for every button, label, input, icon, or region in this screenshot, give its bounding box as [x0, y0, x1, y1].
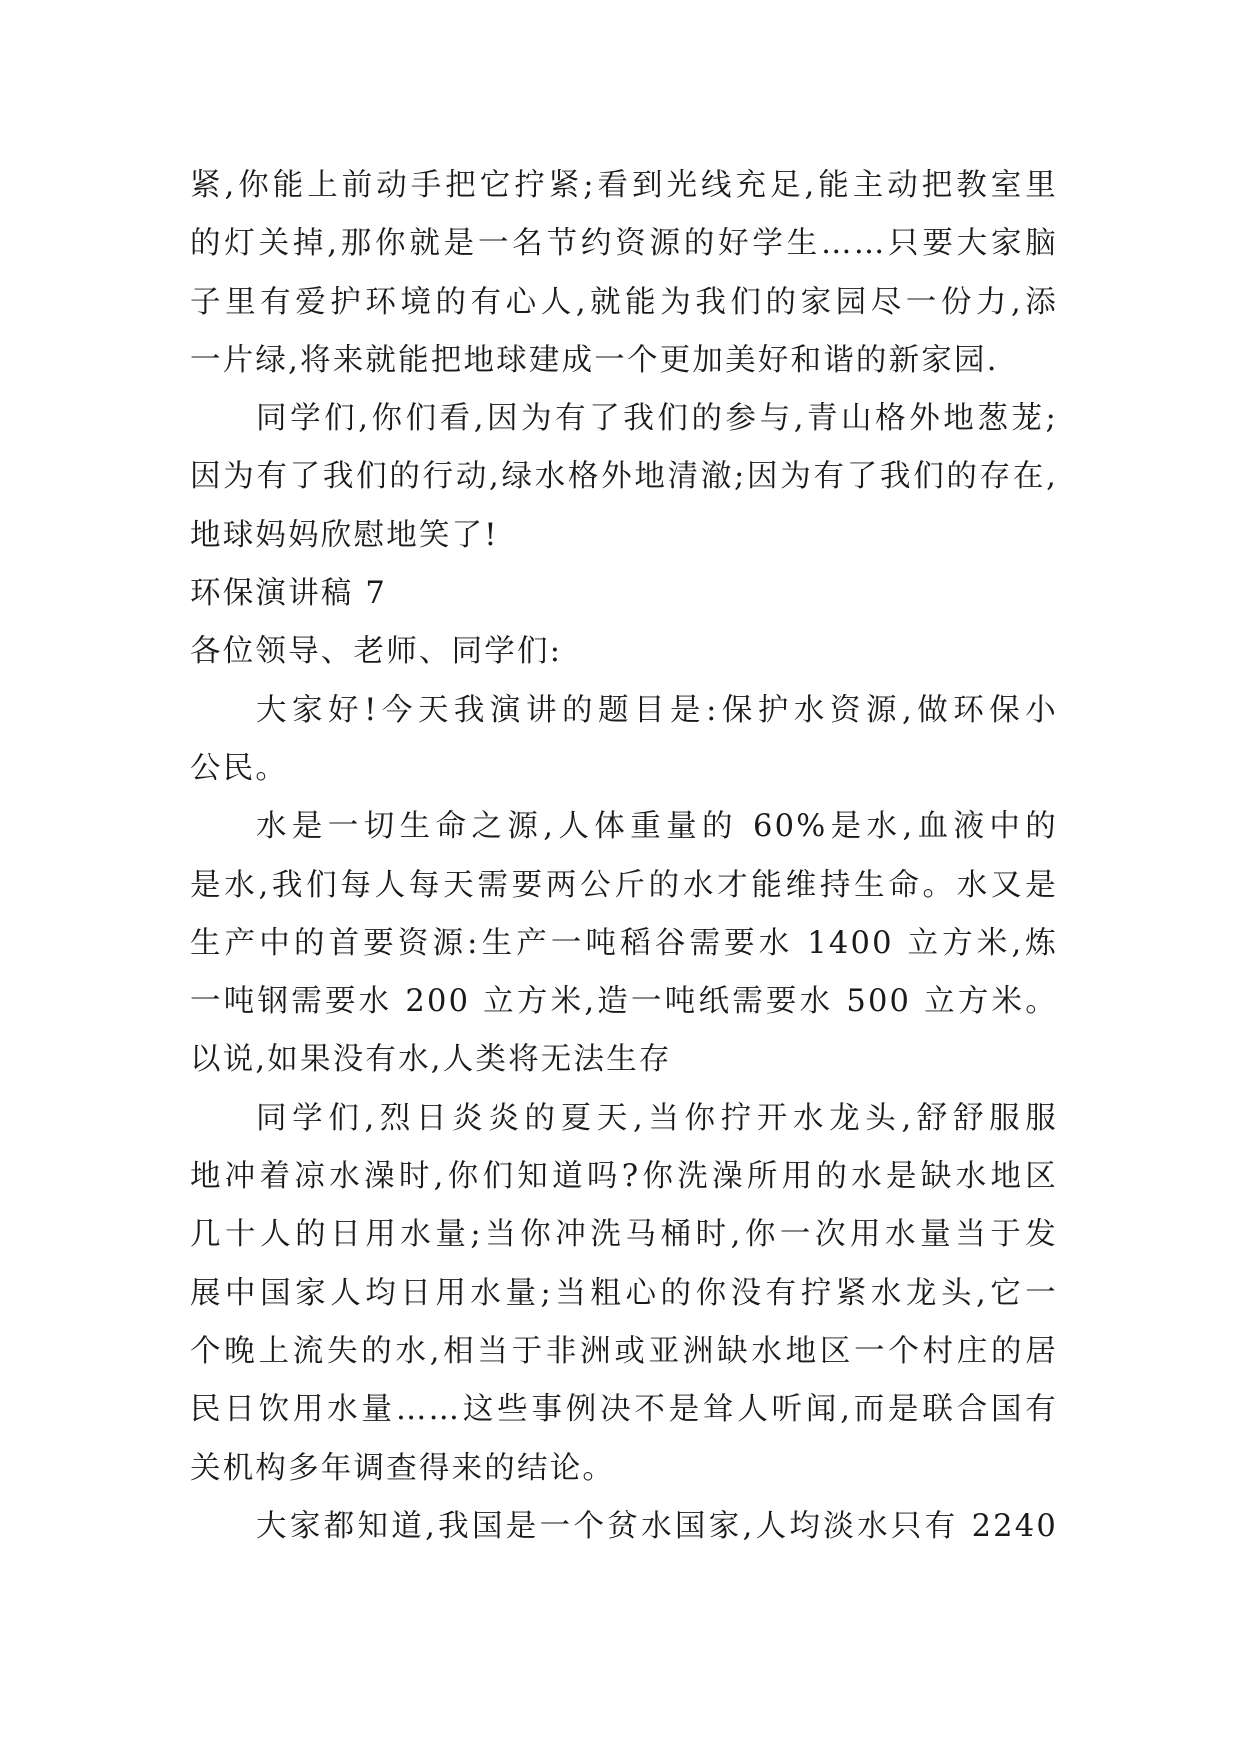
text-line: 民日饮用水量……这些事例决不是耸人听闻,而是联合国有: [190, 1392, 1058, 1428]
text-line: 展中国家人均日用水量;当粗心的你没有拧紧水龙头,它一: [190, 1275, 1058, 1311]
text-line: 同学们,烈日炎炎的夏天,当你拧开水龙头,舒舒服服: [256, 1100, 1058, 1136]
text-line: 环保演讲稿 7: [190, 576, 387, 612]
text-line: 一片绿,将来就能把地球建成一个更加美好和谐的新家园.: [190, 342, 999, 378]
text-line: 以说,如果没有水,人类将无法生存: [190, 1042, 672, 1078]
text-line: 地球妈妈欣慰地笑了!: [190, 517, 499, 553]
document-page: [190, 157, 1058, 1556]
text-line: 紧,你能上前动手把它拧紧;看到光线充足,能主动把教室里: [190, 168, 1058, 203]
text-line: 的灯关掉,那你就是一名节约资源的好学生……只要大家脑: [190, 226, 1058, 262]
text-line: 大家好!今天我演讲的题目是:保护水资源,做环保小: [256, 692, 1058, 728]
text-line: 关机构多年调查得来的结论。: [190, 1450, 616, 1486]
text-line: 子里有爱护环境的有心人,就能为我们的家园尽一份力,添: [190, 284, 1058, 320]
text-line: 因为有了我们的行动,绿水格外地清澈;因为有了我们的存在,: [190, 459, 1058, 495]
text-line: 是水,我们每人每天需要两公斤的水才能维持生命。水又是: [190, 867, 1058, 903]
text-line: 公民。: [190, 750, 289, 786]
text-line: 水是一切生命之源,人体重量的 60%是水,血液中的: [256, 809, 1058, 845]
text-line: 个晚上流失的水,相当于非洲或亚洲缺水地区一个村庄的居: [190, 1333, 1058, 1369]
text-line: 同学们,你们看,因为有了我们的参与,青山格外地葱茏;: [256, 401, 1058, 437]
text-line: 大家都知道,我国是一个贫水国家,人均淡水只有 2240: [256, 1508, 1058, 1544]
text-line: 各位领导、老师、同学们:: [190, 634, 563, 670]
text-line: 一吨钢需要水 200 立方米,造一吨纸需要水 500 立方米。: [190, 984, 1058, 1020]
text-line: 生产中的首要资源:生产一吨稻谷需要水 1400 立方米,炼: [190, 925, 1058, 961]
text-line: 几十人的日用水量;当你冲洗马桶时,你一次用水量当于发: [190, 1217, 1058, 1253]
text-line: 地冲着凉水澡时,你们知道吗?你洗澡所用的水是缺水地区: [190, 1159, 1058, 1195]
